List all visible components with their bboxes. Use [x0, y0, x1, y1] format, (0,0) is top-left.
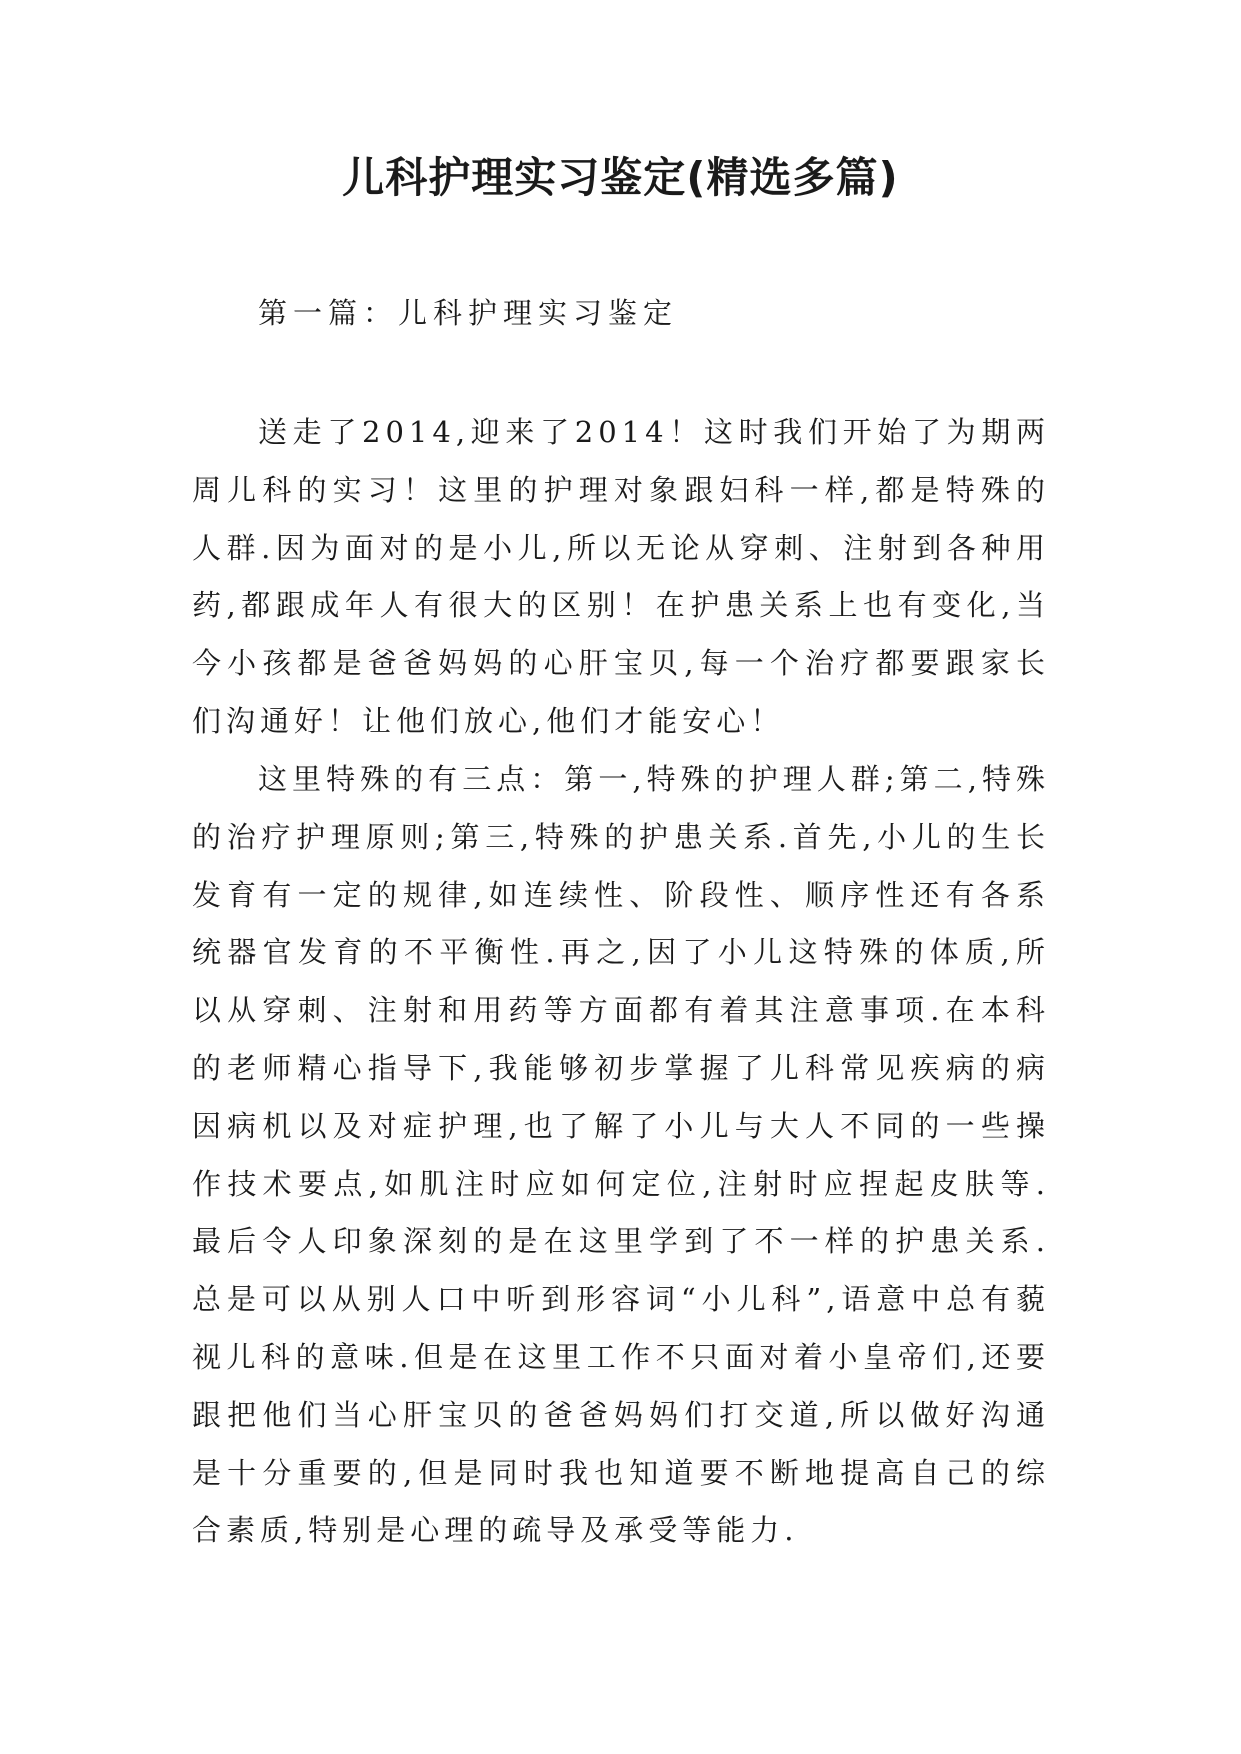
body-paragraph: 送走了2014,迎来了2014！这时我们开始了为期两周儿科的实习！这里的护理对象跟妇科一样,都是特殊的人群.因为面对的是小儿,所以无论从穿刺、注射到各种用药,都跟成年人有很大的区别！在护患关系上也有变化,当今小孩都是爸爸妈妈的心肝宝贝,每一个治疗都要跟家长们沟通好！让他们放心,他们才能安心！ — [192, 415, 1050, 738]
document-title: 儿科护理实习鉴定(精选多篇) — [342, 153, 899, 202]
section-heading: 第一篇：儿科护理实习鉴定 — [258, 296, 679, 330]
body-paragraph: 这里特殊的有三点：第一,特殊的护理人群;第二,特殊的治疗护理原则;第三,特殊的护患关系.首先,小儿的生长发育有一定的规律,如连续性、阶段性、顺序性还有各系统器官发育的不平衡性.再之,因了小儿这特殊的体质,所以从穿刺、注射和用药等方面都有着其注意事项.在本科的老师精心指导下,我能够初步掌握了儿科常见疾病的病因病机以及对症护理,也了解了小儿与大人不同的一些操作技术要点,如肌注时应如何定位,注射时应捏起皮肤等.最后令人印象深刻的是在这里学到了不一样的护患关系.总是可以从别人口中听到形容词“小儿科”,语意中总有藐视儿科的意味.但是在这里工作不只面对着小皇帝们,还要跟把他们当心肝宝贝的爸爸妈妈们打交道,所以做好沟通是十分重要的,但是同时我也知道要不断地提高自己的综合素质,特别是心理的疏导及承受等能力. — [192, 762, 1050, 1548]
